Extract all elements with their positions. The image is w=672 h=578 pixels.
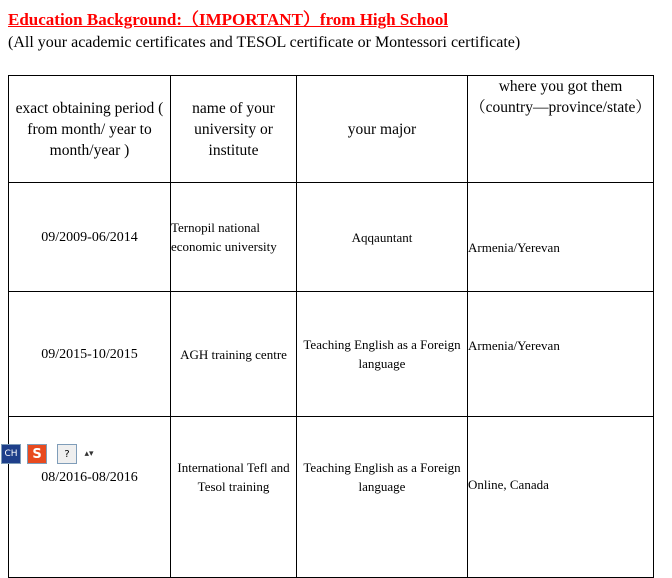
- cell-period: 09/2009-06/2014: [9, 183, 171, 292]
- sogou-ime-icon[interactable]: [27, 444, 47, 464]
- cell-institute: Ternopil national economic university: [171, 183, 297, 292]
- cell-period: 09/2015-10/2015: [9, 292, 171, 417]
- section-heading: Education Background:（IMPORTANT）from High School: [8, 10, 449, 29]
- toolbar-options-icon[interactable]: [82, 444, 96, 464]
- more-label: ▴▾: [84, 449, 94, 459]
- ime-language-button[interactable]: [1, 444, 21, 464]
- table-row: [9, 292, 654, 417]
- table-row: [9, 183, 654, 292]
- section-subtitle: (All your academic certificates and TESOL certificate or Montessori certificate): [8, 34, 521, 51]
- header-major: your major: [297, 76, 468, 183]
- cell-major: Teaching English as a Foreign language: [297, 417, 468, 578]
- cell-location: Online, Canada: [468, 417, 654, 578]
- table-header-row: [9, 76, 654, 183]
- header-location: where you got them （country—province/state）: [468, 76, 654, 183]
- header-period: exact obtaining period ( from month/ year to month/year ): [9, 76, 171, 183]
- cell-period: 08/2016-08/2016: [9, 417, 171, 578]
- ime-language-label: CH: [4, 449, 18, 459]
- help-label: ?: [64, 448, 70, 460]
- table-row: [9, 417, 654, 578]
- header-institute: name of your university or institute: [171, 76, 297, 183]
- cell-institute: AGH training centre: [171, 292, 297, 417]
- cell-location: Armenia/Yerevan: [468, 292, 654, 417]
- cell-institute: International Tefl and Tesol training: [171, 417, 297, 578]
- cell-major: Aqqauntant: [297, 183, 468, 292]
- cell-location: Armenia/Yerevan: [468, 183, 654, 292]
- help-icon[interactable]: [57, 444, 77, 464]
- sogou-label: S: [32, 446, 42, 462]
- ime-toolbar: [0, 444, 100, 466]
- cell-major: Teaching English as a Foreign language: [297, 292, 468, 417]
- education-table: [8, 75, 654, 578]
